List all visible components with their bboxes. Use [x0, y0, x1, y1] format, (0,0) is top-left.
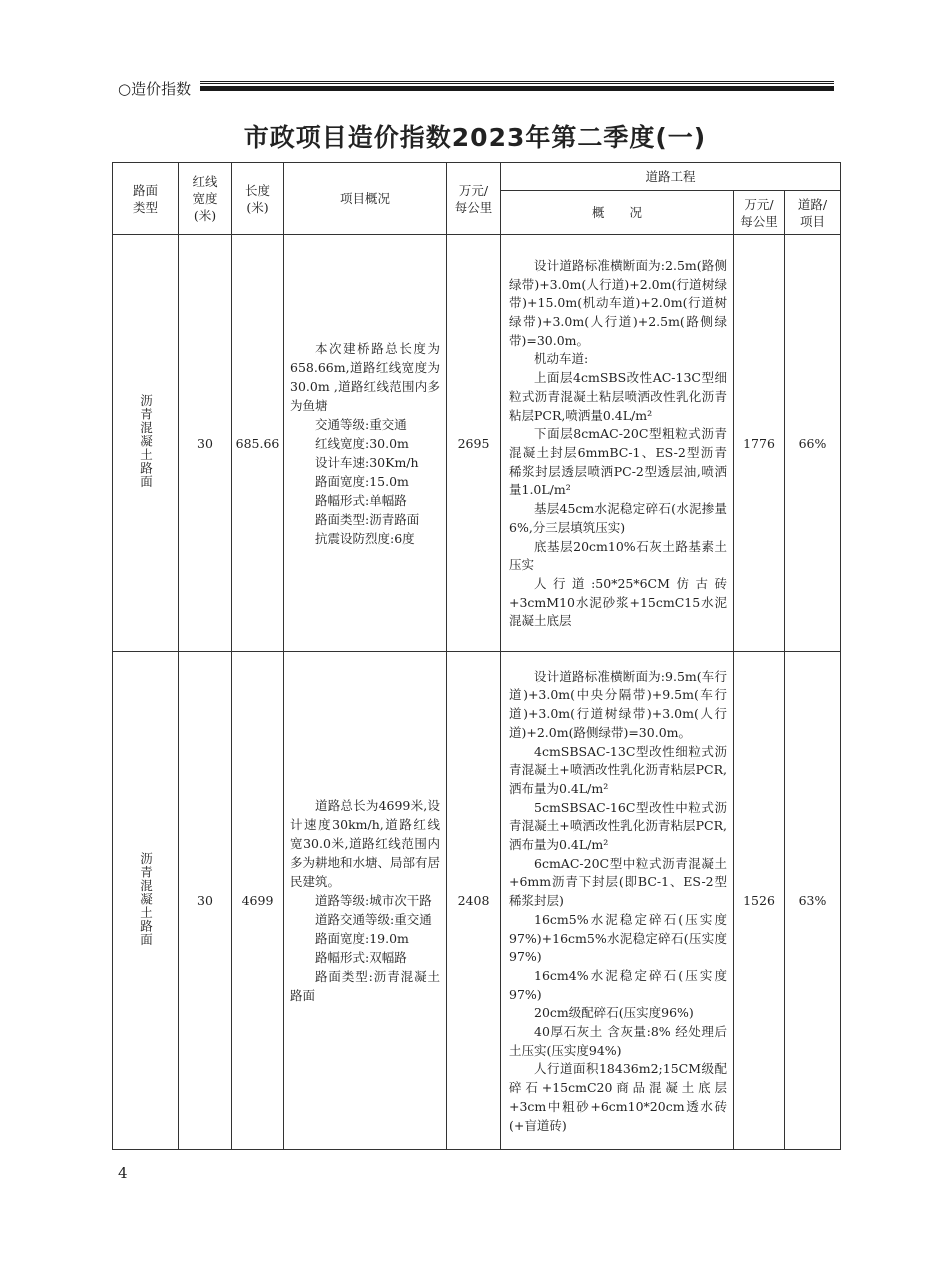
header-road-works: 道路工程	[501, 163, 841, 191]
road-overview-line: 上面层4cmSBS改性AC-13C型细粒式沥青混凝土粘层喷洒改性乳化沥青粘层PCR,喷洒量0.4L/m²	[509, 370, 727, 423]
road-cost-per-km-cell: 1776	[734, 235, 785, 652]
road-type-cell	[113, 235, 179, 652]
overview-line: 路面类型:沥青路面	[315, 511, 420, 527]
table-row	[113, 652, 841, 1150]
overview-line: 抗震设防烈度:6度	[315, 530, 415, 546]
road-overview-line: 4cmSBSAC-13C型改性细粒式沥青混凝土+喷洒改性乳化沥青粘层PCR,洒布量为0.4L/m²	[509, 743, 727, 796]
page-title: 市政项目造价指数2023年第二季度(一)	[243, 123, 707, 152]
overview-line: 路面类型:沥青混凝土路面	[290, 969, 440, 1003]
section-header-label: ○造价指数	[118, 80, 192, 98]
header-cost-per-km: 万元/ 每公里	[447, 163, 501, 235]
overview-line: 路幅形式:单幅路	[315, 492, 407, 508]
overview-line: 交通等级:重交通	[315, 416, 407, 432]
overview-line: 路幅形式:双幅路	[315, 950, 407, 965]
road-overview-cell	[501, 652, 734, 1150]
header-length: 长度 (米)	[232, 163, 284, 235]
road-cost-per-km-cell: 1526	[734, 652, 785, 1150]
road-overview-line: 16cm5%水泥稳定碎石(压实度97%)+16cm5%水泥稳定碎石(压实度97%)	[509, 911, 727, 965]
overview-line: 道路总长为4699米,设计速度30km/h,道路红线宽30.0米,道路红线范围内多为耕地和水塘、局部有居民建筑。	[290, 798, 441, 889]
road-ratio-cell: 66%	[785, 235, 841, 652]
page-number: 4	[118, 1164, 128, 1182]
road-overview-line: 5cmSBSAC-16C型改性中粒式沥青混凝土+喷洒改性乳化沥青粘层PCR,洒布量为0.4L/m²	[509, 799, 727, 853]
red-line-width-cell: 30	[179, 652, 232, 1150]
cost-index-table	[112, 162, 841, 1150]
overview-line: 路面宽度:15.0m	[315, 473, 409, 489]
road-overview-line: 底基层20cm10%石灰土路基素土压实	[509, 538, 727, 573]
road-overview-line: 6cmAC-20C型中粒式沥青混凝土+6mm沥青下封层(即BC-1、ES-2型稀浆封层)	[509, 855, 727, 909]
overview-line: 红线宽度:30.0m	[315, 435, 409, 451]
road-overview-line: 下面层8cmAC-20C型粗粒式沥青混凝土封层6mmBC-1、ES-2型沥青稀浆封层透层喷洒PC-2型透层油,喷洒量1.0L/m²	[509, 426, 727, 498]
overview-line: 设计车速:30Km/h	[315, 454, 419, 470]
header-overview: 项目概况	[284, 163, 447, 235]
overview-cell	[284, 652, 447, 1150]
header-road-ratio: 道路/ 项目	[785, 191, 841, 235]
overview-line: 路面宽度:19.0m	[315, 931, 409, 946]
road-overview-line: 20cm级配碎石(压实度96%)	[534, 1005, 694, 1021]
header-road-type: 路面 类型	[113, 163, 179, 235]
road-type-text: 沥青混凝土路面	[138, 394, 154, 489]
road-overview-line: 16cm4%水泥稳定碎石(压实度97%)	[509, 967, 727, 1002]
road-overview-cell	[501, 235, 734, 652]
header-red-line-width: 红线 宽度 (米)	[179, 163, 232, 235]
length-cell: 4699	[232, 652, 284, 1150]
road-type-text: 沥青混凝土路面	[138, 851, 154, 947]
overview-cell	[284, 235, 447, 652]
header-rule-thin	[200, 81, 834, 82]
road-type-cell	[113, 652, 179, 1150]
road-overview-line: 机动车道:	[534, 351, 589, 367]
table-row	[113, 235, 841, 652]
road-overview-line: 人行道面积18436m2;15CM级配碎石+15cmC20商品混凝土底层+3cm中粗砂+6cm10*20cm透水砖(+盲道砖)	[509, 1061, 727, 1133]
header-rule-thick	[200, 86, 834, 91]
header-rule-thin	[200, 83, 834, 84]
header-road-cost-per-km: 万元/ 每公里	[734, 191, 785, 235]
overview-line: 道路等级:城市次干路	[315, 893, 432, 908]
road-ratio-cell: 63%	[785, 652, 841, 1150]
length-cell: 685.66	[232, 235, 284, 652]
road-overview-line: 设计道路标准横断面为:2.5m(路侧绿带)+3.0m(人行道)+2.0m(行道树绿带)+15.0m(机动车道)+2.0m(行道树绿带)+3.0m(人行道)+2.5m(路侧绿带)=30.0m。	[509, 257, 727, 348]
road-overview-line: 人行道:50*25*6CM仿古砖+3cmM10水泥砂浆+15cmC15水泥混凝土底层	[509, 575, 727, 629]
cost-per-km-cell: 2408	[447, 652, 501, 1150]
red-line-width-cell: 30	[179, 235, 232, 652]
road-overview-line: 基层45cm水泥稳定碎石(水泥掺量6%,分三层填筑压实)	[509, 501, 727, 535]
overview-line: 本次建桥路总长度为658.66m,道路红线宽度为30.0m ,道路红线范围内多为鱼塘	[290, 340, 440, 413]
overview-line: 道路交通等级:重交通	[315, 912, 432, 927]
road-overview-line: 40厚石灰土 含灰量:8% 经处理后土压实(压实度94%)	[509, 1024, 727, 1058]
header-road-overview: 概 况	[501, 191, 734, 235]
cost-per-km-cell: 2695	[447, 235, 501, 652]
road-overview-line: 设计道路标准横断面为:9.5m(车行道)+3.0m(中央分隔带)+9.5m(车行道)+3.0m(行道树绿带)+3.0m(人行道)+2.0m(路侧绿带)=30.0m。	[509, 668, 727, 740]
